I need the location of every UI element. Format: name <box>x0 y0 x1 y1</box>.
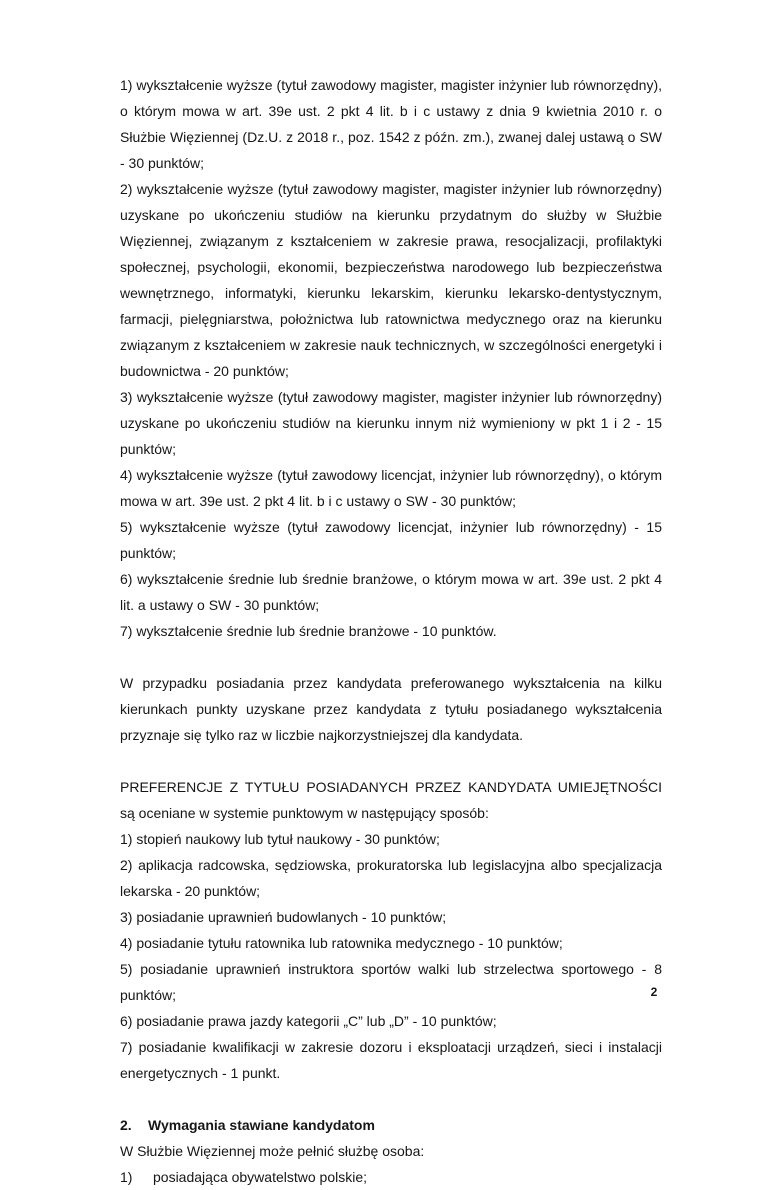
education-item-7: 7) wykształcenie średnie lub średnie branżowe - 10 punktów. <box>120 623 497 639</box>
education-item-6: 6) wykształcenie średnie lub średnie branżowe, o którym mowa w art. 39e ust. 2 pkt 4 lit. a ustawy o SW - 30 punktów; <box>120 571 662 613</box>
skill-item-3: 3) posiadanie uprawnień budowlanych - 10 punktów; <box>120 909 447 925</box>
section-2-heading <box>120 1112 662 1138</box>
preferences-intro: PREFERENCJE Z TYTUŁU POSIADANYCH PRZEZ KANDYDATA UMIEJĘTNOŚCI są oceniane w systemie punktowym w następujący sposób: <box>120 779 662 821</box>
requirement-item-1-number: 1) <box>120 1169 133 1185</box>
section-2-title: Wymagania stawiane kandydatom <box>148 1117 375 1133</box>
education-item-3: 3) wykształcenie wyższe (tytuł zawodowy magister, magister inżynier lub równorzędny) uzyskane po ukończeniu studiów na kierunku innym niż wymieniony w pkt 1 i 2 - 15 punktów; <box>120 389 662 457</box>
section-2-number: 2. <box>120 1117 132 1133</box>
page-number: 2 <box>650 985 658 999</box>
skill-item-4: 4) posiadanie tytułu ratownika lub ratownika medycznego - 10 punktów; <box>120 935 563 951</box>
education-item-4: 4) wykształcenie wyższe (tytuł zawodowy licencjat, inżynier lub równorzędny), o którym mowa w art. 39e ust. 2 pkt 4 lit. b i c ustawy o SW - 30 punktów; <box>120 467 662 509</box>
requirement-item-1 <box>120 1164 662 1190</box>
education-item-5: 5) wykształcenie wyższe (tytuł zawodowy licencjat, inżynier lub równorzędny) - 15 punktów; <box>120 519 662 561</box>
education-item-1: 1) wykształcenie wyższe (tytuł zawodowy magister, magister inżynier lub równorzędny), o którym mowa w art. 39e ust. 2 pkt 4 lit. b i c ustawy z dnia 9 kwietnia 2010 r. o Służbie Więziennej (Dz.U. z 2018 r., poz. 1542 z późn. zm.), zwanej dalej ustawą o SW - 30 punktów; <box>120 77 662 171</box>
skill-item-2: 2) aplikacja radcowska, sędziowska, prokuratorska lub legislacyjna albo specjalizacja lekarska - 20 punktów; <box>120 857 662 899</box>
note-paragraph: W przypadku posiadania przez kandydata preferowanego wykształcenia na kilku kierunkach punkty uzyskane przez kandydata z tytułu posiadanego wykształcenia przyznaje się tylko raz w liczbie najkorzystniejszej dla kandydata. <box>120 675 662 743</box>
education-item-2: 2) wykształcenie wyższe (tytuł zawodowy magister, magister inżynier lub równorzędny) uzyskane po ukończeniu studiów na kierunku przydatnym do służby w Służbie Więziennej, związanym z kształceniem w zakresie prawa, resocjalizacji, profilaktyki społecznej, psychologii, ekonomii, bezpieczeństwa narodowego lub bezpieczeństwa wewnętrznego, informatyki, kierunku lekarskim, kierunku lekarsko-dentystycznym, farmacji, pielęgniarstwa, położnictwa lub ratownictwa medycznego oraz na kierunku związanym z kształceniem w zakresie nauk technicznych, w szczególności energetyki i budownictwa - 20 punktów; <box>120 181 662 379</box>
skill-item-1: 1) stopień naukowy lub tytuł naukowy - 30 punktów; <box>120 831 440 847</box>
requirement-item-1-text: posiadająca obywatelstwo polskie; <box>153 1169 368 1185</box>
section-2-intro: W Służbie Więziennej może pełnić służbę osoba: <box>120 1143 425 1159</box>
skill-item-5: 5) posiadanie uprawnień instruktora sportów walki lub strzelectwa sportowego - 8 punktów; <box>120 961 662 1003</box>
spacer <box>120 748 662 774</box>
spacer <box>120 644 662 670</box>
skill-item-7: 7) posiadanie kwalifikacji w zakresie dozoru i eksploatacji urządzeń, sieci i instalacji energetycznych - 1 punkt. <box>120 1039 662 1081</box>
spacer <box>120 1086 662 1112</box>
document-content <box>120 72 662 1190</box>
skill-item-6: 6) posiadanie prawa jazdy kategorii „C” lub „D” - 10 punktów; <box>120 1013 497 1029</box>
